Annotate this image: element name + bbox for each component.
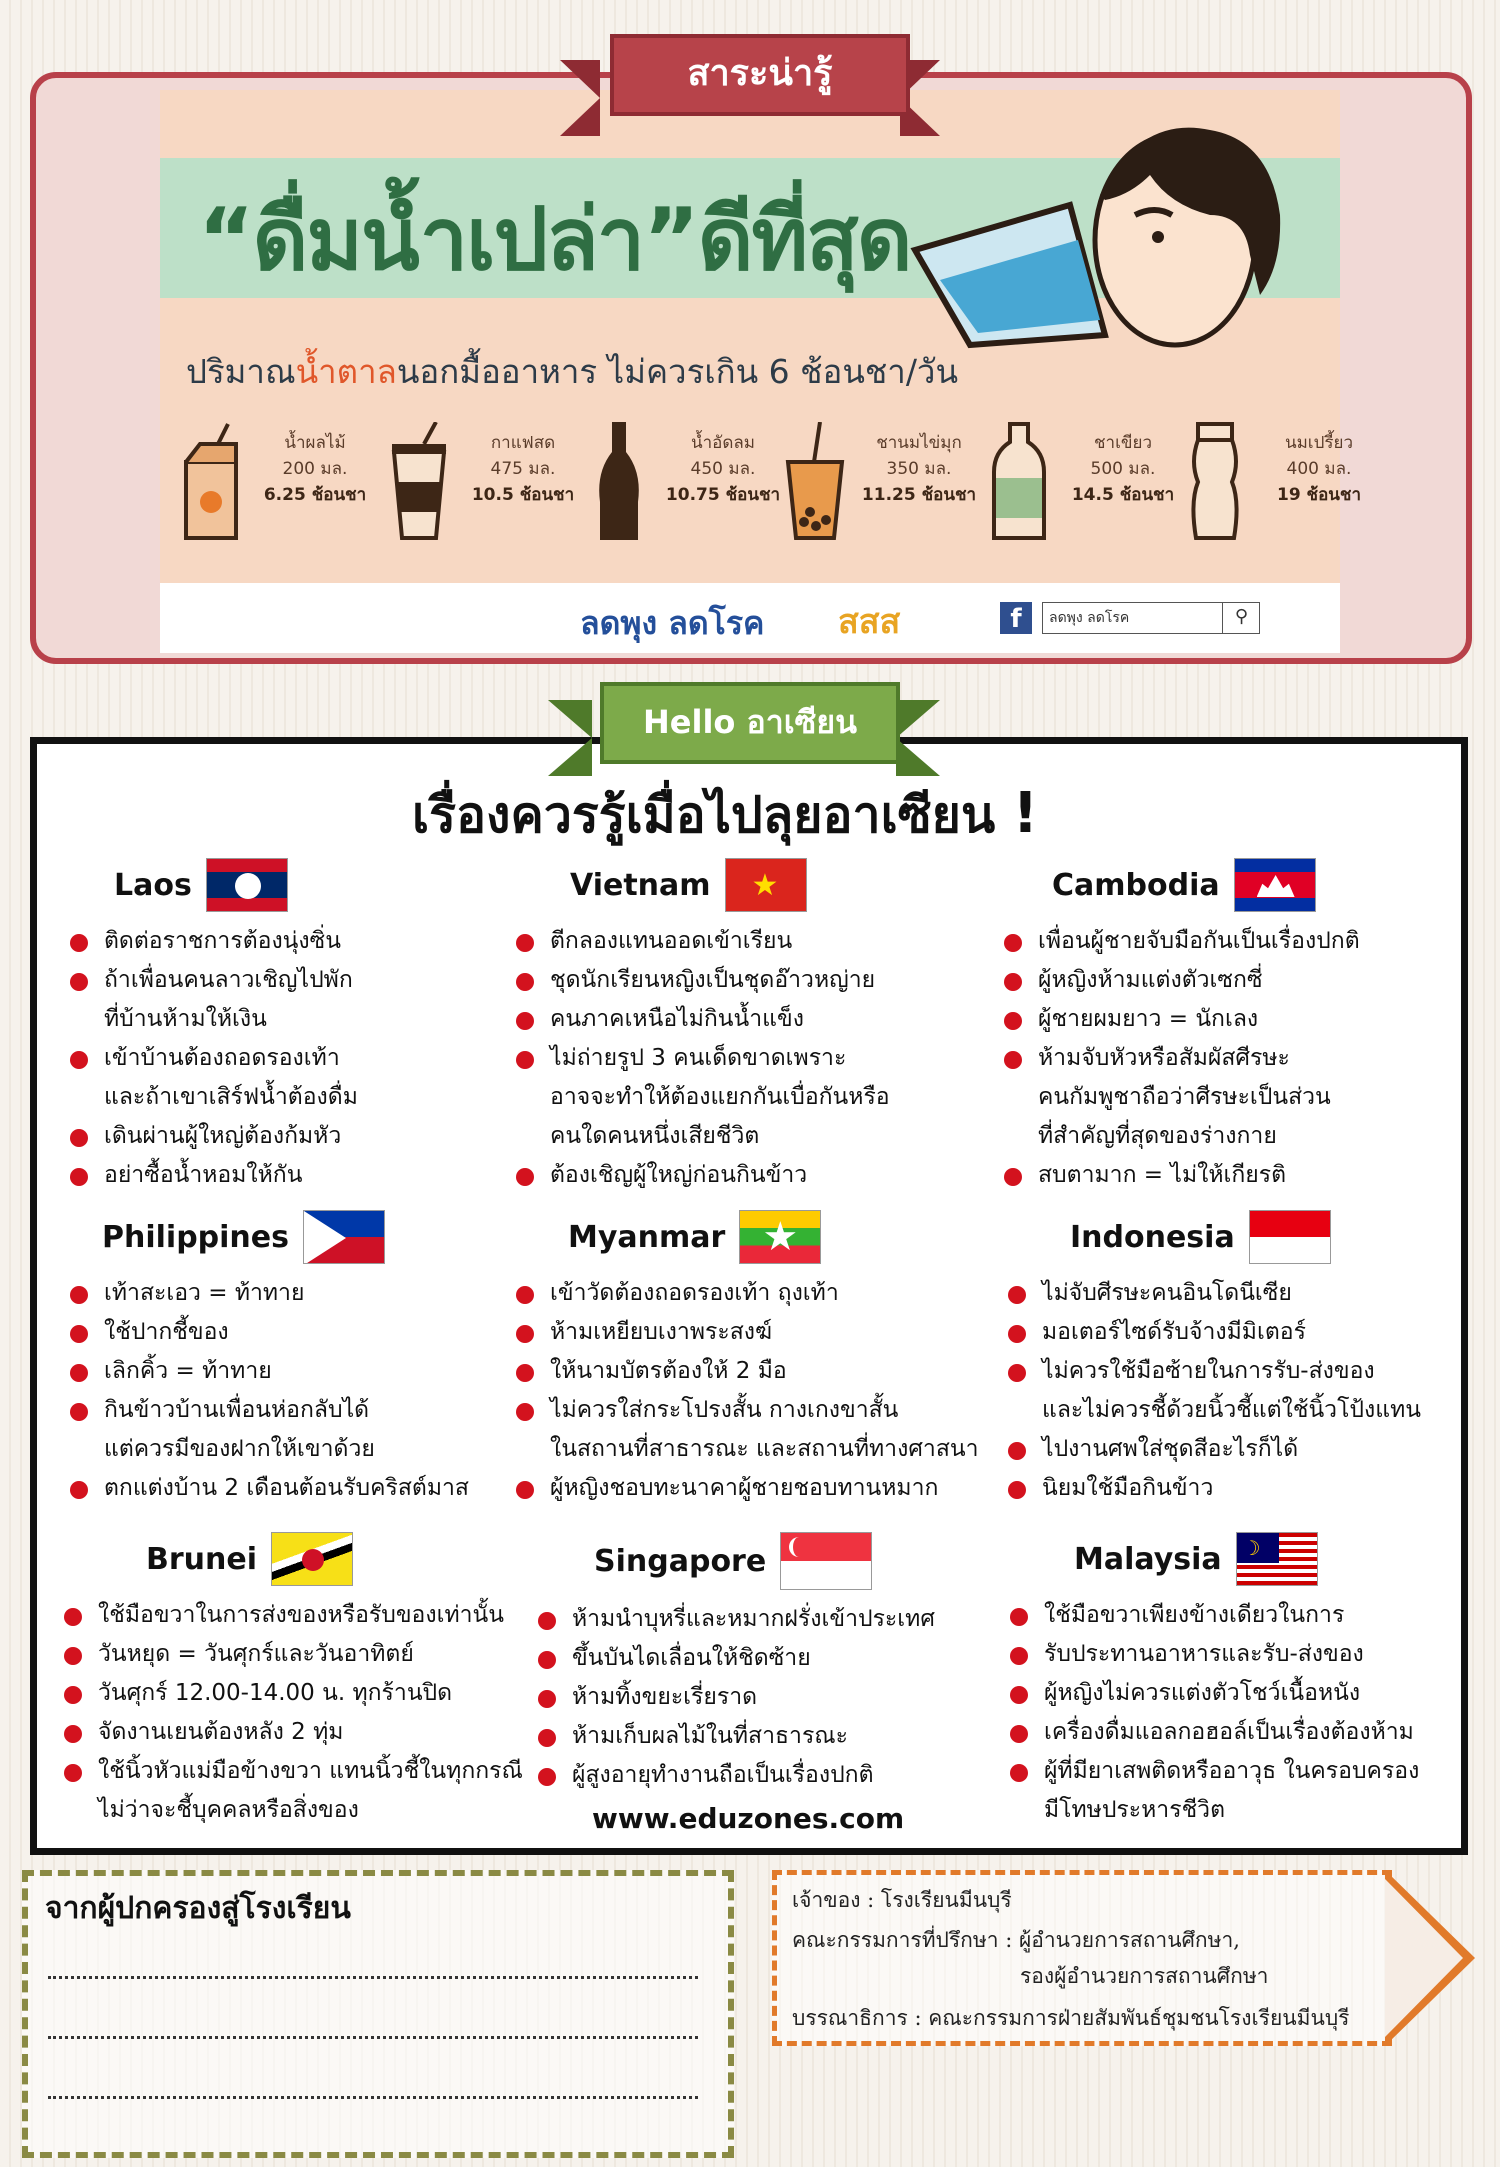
info-title: “ดื่มน้ำเปล่า”ดีที่สุด	[198, 190, 911, 290]
drink-volume: 450 มล.	[690, 459, 756, 479]
editor-text: บรรณาธิการ : คณะกรรมการฝ่ายสัมพันธ์ชุมชนโรงเรียนมีนบุรี	[792, 2006, 1350, 2030]
list-item: ไม่ควรใส่กระโปรงสั้น กางเกงขาสั้น	[512, 1391, 982, 1430]
drink-item	[388, 410, 588, 550]
list-item: ผู้หญิงห้ามแต่งตัวเซกซี่	[1000, 961, 1470, 1000]
drink-sugar: 10.5 ช้อนชา	[471, 485, 575, 505]
list-item: ผู้ที่มียาเสพติดหรืออาวุธ ในครอบครอง	[1006, 1752, 1476, 1791]
vietnam-flag-icon: ★	[725, 858, 807, 912]
drink-volume: 400 มล.	[1286, 459, 1352, 479]
asean-ribbon: Hello อาเซียน	[600, 682, 900, 764]
list-item: ผู้หญิงชอบทะนาคาผู้ชายชอบทานหมาก	[512, 1469, 982, 1508]
juice-box-icon	[180, 422, 242, 542]
list-item: ที่บ้านห้ามให้เงิน	[104, 1006, 267, 1032]
list-item: ตีกลองแทนออดเข้าเรียน	[512, 922, 982, 961]
info-ribbon: สาระน่ารู้	[610, 34, 910, 116]
drink-name: น้ำผลไม้	[284, 433, 346, 453]
list-item: ผู้หญิงไม่ควรแต่งตัวโชว์เนื้อหนัง	[1006, 1674, 1476, 1713]
list-item: ที่สำคัญที่สุดของร่างกาย	[1038, 1123, 1277, 1149]
list-item: ชุดนักเรียนหญิงเป็นชุดอ๊าวหญ่าย	[512, 961, 982, 1000]
country-vietnam	[512, 858, 982, 1195]
drink-sugar: 6.25 ช้อนชา	[263, 485, 367, 505]
drink-sugar: 19 ช้อนชา	[1276, 485, 1362, 505]
green-tea-bottle-icon	[988, 422, 1050, 542]
yogurt-drink-icon	[1184, 422, 1246, 542]
list-item: ติดต่อราชการต้องนุ่งซิ่น	[66, 922, 536, 961]
list-item: ผู้ชายผมยาว = นักเลง	[1000, 1000, 1470, 1039]
list-item: กินข้าวบ้านเพื่อนห่อกลับได้	[66, 1391, 536, 1430]
country-name: Malaysia	[1074, 1541, 1222, 1577]
drink-volume: 475 มล.	[490, 459, 556, 479]
list-item: เดินผ่านผู้ใหญ่ต้องก้มหัว	[66, 1117, 536, 1156]
asean-title: เรื่องควรรู้เมื่อไปลุยอาเซียน !	[412, 781, 1039, 846]
bubble-tea-icon	[784, 422, 846, 542]
ribbon-tail-left	[548, 700, 592, 776]
list-item: เลิกคิ้ว = ท้าทาย	[66, 1352, 536, 1391]
brand-logo-lodpung: ลดพุง ลดโรค	[580, 604, 765, 642]
brunei-flag-icon	[271, 1532, 353, 1586]
country-name: Vietnam	[570, 867, 711, 903]
singapore-flag-icon	[780, 1532, 872, 1590]
writing-line[interactable]	[48, 1976, 698, 1979]
list-item: ไปงานศพใส่ชุดสีอะไรก็ได้	[1004, 1430, 1474, 1469]
country-name: Indonesia	[1070, 1219, 1235, 1255]
country-name: Laos	[114, 867, 192, 903]
country-cambodia	[1000, 858, 1470, 1195]
list-item: ห้ามจับหัวหรือสัมผัสศีรษะ	[1000, 1039, 1470, 1078]
country-name: Singapore	[594, 1543, 767, 1579]
list-item: รับประทานอาหารและรับ-ส่งของ	[1006, 1635, 1476, 1674]
brand-logo-thaihealth: สสส	[838, 602, 901, 642]
drink-sugar: 10.75 ช้อนชา	[665, 485, 781, 505]
list-item: นิยมใช้มือกินข้าว	[1004, 1469, 1474, 1508]
list-item: เพื่อนผู้ชายจับมือกันเป็นเรื่องปกติ	[1000, 922, 1470, 961]
list-item: ไม่ว่าจะชี้บุคคลหรือสิ่งของ	[98, 1797, 359, 1823]
drink-sugar: 14.5 ช้อนชา	[1071, 485, 1175, 505]
drink-name: น้ำอัดลม	[690, 433, 756, 453]
list-item: แต่ควรมีของฝากให้เขาด้วย	[104, 1436, 375, 1462]
writing-line[interactable]	[48, 2036, 698, 2039]
list-item: วันหยุด = วันศุกร์และวันอาทิตย์	[60, 1635, 530, 1674]
list-item: และไม่ควรชี้ด้วยนิ้วชี้แต่ใช้นิ้วโป้งแทน	[1042, 1397, 1421, 1423]
list-item: ไม่ถ่ายรูป 3 คนเด็ดขาดเพราะ	[512, 1039, 982, 1078]
myanmar-flag-icon: ★	[739, 1210, 821, 1264]
list-item: ไม่ควรใช้มือซ้ายในการรับ-ส่งของ	[1004, 1352, 1474, 1391]
country-name: Philippines	[102, 1219, 289, 1255]
drink-item	[988, 410, 1188, 550]
list-item: เข้าบ้านต้องถอดรองเท้า	[66, 1039, 536, 1078]
country-name: Brunei	[146, 1541, 258, 1577]
masthead-arrow-inner	[1385, 1879, 1463, 2037]
sugar-limit-text: ปริมาณน้ำตาลนอกมื้ออาหาร ไม่ควรเกิน 6 ช้อนชา/วัน	[186, 352, 959, 391]
list-item: ตกแต่งบ้าน 2 เดือนต้อนรับคริสต์มาส	[66, 1469, 536, 1508]
owner-text: เจ้าของ : โรงเรียนมีนบุรี	[792, 1888, 1012, 1912]
list-item: อย่าซื้อน้ำหอมให้กัน	[66, 1156, 536, 1195]
drink-item	[1184, 410, 1384, 550]
country-laos	[66, 858, 536, 1195]
facebook-search-input[interactable]: ลดพุง ลดโรค	[1042, 602, 1260, 634]
list-item: อาจจะทำให้ต้องแยกกันเบื่อกันหรือ	[550, 1084, 890, 1110]
list-item: ใช้นิ้วหัวแม่มือข้างขวา แทนนิ้วชี้ในทุกกรณี	[60, 1752, 530, 1791]
list-item: มอเตอร์ไซด์รับจ้างมีมิเตอร์	[1004, 1313, 1474, 1352]
country-indonesia	[1004, 1210, 1474, 1508]
list-item: ขึ้นบันไดเลื่อนให้ชิดซ้าย	[534, 1639, 1004, 1678]
country-philippines	[66, 1210, 536, 1508]
drink-volume: 350 มล.	[886, 459, 952, 479]
list-item: ต้องเชิญผู้ใหญ่ก่อนกินข้าว	[512, 1156, 982, 1195]
philippines-flag-icon	[303, 1210, 385, 1264]
list-item: ถ้าเพื่อนคนลาวเชิญไปพัก	[66, 961, 536, 1000]
list-item: วันศุกร์ 12.00-14.00 น. ทุกร้านปิด	[60, 1674, 530, 1713]
list-item: คนภาคเหนือไม่กินน้ำแข็ง	[512, 1000, 982, 1039]
list-item: ในสถานที่สาธารณะ และสถานที่ทางศาสนา	[550, 1436, 979, 1462]
country-singapore	[534, 1532, 1004, 1795]
list-item: เท้าสะเอว = ท้าทาย	[66, 1274, 536, 1313]
list-item: เครื่องดื่มแอลกอฮอล์เป็นเรื่องต้องห้าม	[1006, 1713, 1476, 1752]
soda-bottle-icon	[588, 422, 650, 542]
list-item: จัดงานเยนต้องหลัง 2 ทุ่ม	[60, 1713, 530, 1752]
list-item: ห้ามเก็บผลไม้ในที่สาธารณะ	[534, 1717, 1004, 1756]
drink-volume: 500 มล.	[1090, 459, 1156, 479]
cambodia-flag-icon	[1234, 858, 1316, 912]
list-item: ให้นามบัตรต้องให้ 2 มือ	[512, 1352, 982, 1391]
country-myanmar	[512, 1210, 982, 1508]
list-item: ใช้มือขวาเพียงข้างเดียวในการ	[1006, 1596, 1476, 1635]
laos-flag-icon	[206, 858, 288, 912]
list-item: ห้ามเหยียบเงาพระสงฆ์	[512, 1313, 982, 1352]
list-item: และถ้าเขาเสิร์ฟน้ำต้องดื่ม	[104, 1084, 358, 1110]
website-url[interactable]: www.eduzones.com	[592, 1802, 905, 1835]
parent-message-title: จากผู้ปกครองสู่โรงเรียน	[45, 1891, 351, 1926]
drink-name: นมเปรี้ยว	[1284, 433, 1354, 453]
list-item: ห้ามนำบุหรี่และหมากฝรั่งเข้าประเทศ	[534, 1600, 1004, 1639]
coffee-cup-icon	[388, 422, 450, 542]
list-item: สบตามาก = ไม่ให้เกียรติ	[1000, 1156, 1470, 1195]
list-item: ห้ามทิ้งขยะเรี่ยราด	[534, 1678, 1004, 1717]
drink-name: ชาเขียว	[1093, 433, 1153, 453]
country-name: Myanmar	[568, 1219, 726, 1255]
drink-item	[180, 410, 380, 550]
list-item: มีโทษประหารชีวิต	[1044, 1797, 1226, 1823]
advisor-text: คณะกรรมการที่ปรึกษา : ผู้อำนวยการสถานศึกษา,	[792, 1928, 1240, 1952]
drink-sugar: 11.25 ช้อนชา	[861, 485, 977, 505]
drink-item	[784, 410, 984, 550]
writing-line[interactable]	[48, 2096, 698, 2099]
list-item: คนใดคนหนึ่งเสียชีวิต	[550, 1123, 760, 1149]
list-item: ใช้ปากชี้ของ	[66, 1313, 536, 1352]
indonesia-flag-icon	[1249, 1210, 1331, 1264]
country-brunei	[60, 1532, 530, 1830]
ribbon-tail-right	[896, 700, 940, 776]
advisor-text-cont: รองผู้อำนวยการสถานศึกษา	[1020, 1964, 1269, 1988]
list-item: คนกัมพูชาถือว่าศีรษะเป็นส่วน	[1038, 1084, 1331, 1110]
list-item: ไม่จับศีรษะคนอินโดนีเซีย	[1004, 1274, 1474, 1313]
country-malaysia	[1006, 1532, 1476, 1830]
drink-name: กาแฟสด	[490, 433, 556, 453]
drink-volume: 200 มล.	[282, 459, 348, 479]
malaysia-flag-icon: ☽	[1236, 1532, 1318, 1586]
list-item: ผู้สูงอายุทำงานถือเป็นเรื่องปกติ	[534, 1756, 1004, 1795]
list-item: เข้าวัดต้องถอดรองเท้า ถุงเท้า	[512, 1274, 982, 1313]
list-item: ใช้มือขวาในการส่งของหรือรับของเท่านั้น	[60, 1596, 530, 1635]
facebook-icon[interactable]: f	[1000, 602, 1032, 634]
person-drinking-illustration	[900, 105, 1320, 355]
country-name: Cambodia	[1052, 867, 1220, 903]
search-icon[interactable]: ⚲	[1222, 602, 1260, 634]
drink-name: ชานมไข่มุก	[876, 433, 962, 453]
ribbon-tail-left	[560, 60, 600, 136]
drink-item	[588, 410, 788, 550]
